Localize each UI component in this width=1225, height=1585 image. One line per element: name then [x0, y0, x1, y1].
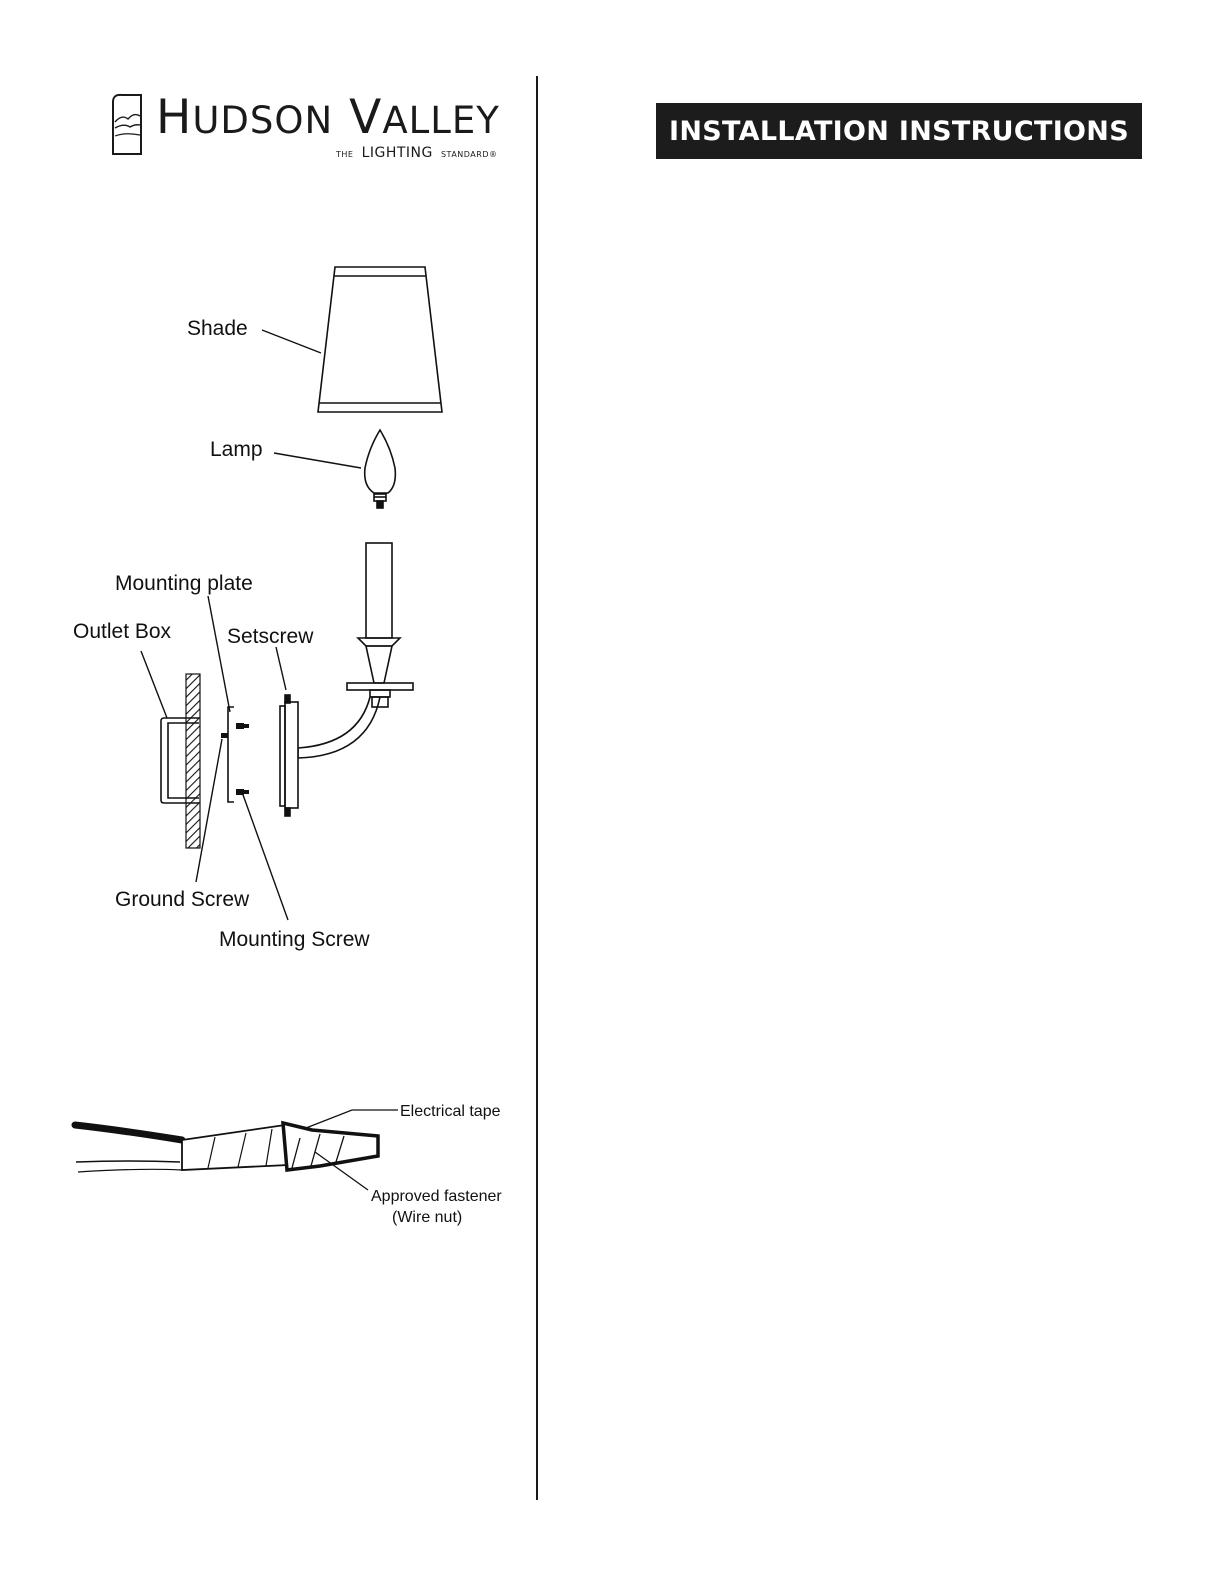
- mounting-plate-leader-line: [208, 596, 230, 712]
- shade-leader-line: [262, 330, 321, 353]
- page-title: INSTALLATION INSTRUCTIONS: [656, 103, 1142, 159]
- ground-screw-label: Ground Screw: [115, 888, 250, 911]
- outlet-box-label: Outlet Box: [73, 620, 172, 643]
- electrical-tape-leader-line: [306, 1110, 398, 1128]
- lamp-bulb-drawing: [365, 430, 396, 508]
- logo-wordmark: HUDSON VALLEY: [156, 90, 500, 145]
- sconce-arm-drawing: [280, 543, 413, 816]
- electrical-tape-label: Electrical tape: [400, 1103, 501, 1120]
- approved-fastener-label: Approved fastener: [371, 1188, 502, 1205]
- mounting-plate-label: Mounting plate: [115, 572, 253, 595]
- mounting-screw-label: Mounting Screw: [219, 928, 370, 951]
- mounting-plate-drawing: [228, 707, 234, 802]
- mounting-screw-top: [236, 723, 249, 729]
- lamp-label: Lamp: [210, 438, 263, 461]
- logo-tagline: THE LIGHTING STANDARD®: [336, 145, 498, 161]
- shade-drawing: [318, 267, 442, 412]
- shade-label: Shade: [187, 317, 248, 340]
- setscrew-leader-line: [276, 647, 286, 690]
- fixture-exploded-diagram: [0, 0, 540, 1585]
- outlet-box-leader-line: [141, 651, 167, 718]
- wall-hatch: [186, 674, 200, 848]
- setscrew-label: Setscrew: [227, 625, 314, 648]
- wire-nut-label: (Wire nut): [392, 1209, 463, 1226]
- ground-screw: [221, 733, 228, 738]
- lamp-leader-line: [274, 453, 361, 468]
